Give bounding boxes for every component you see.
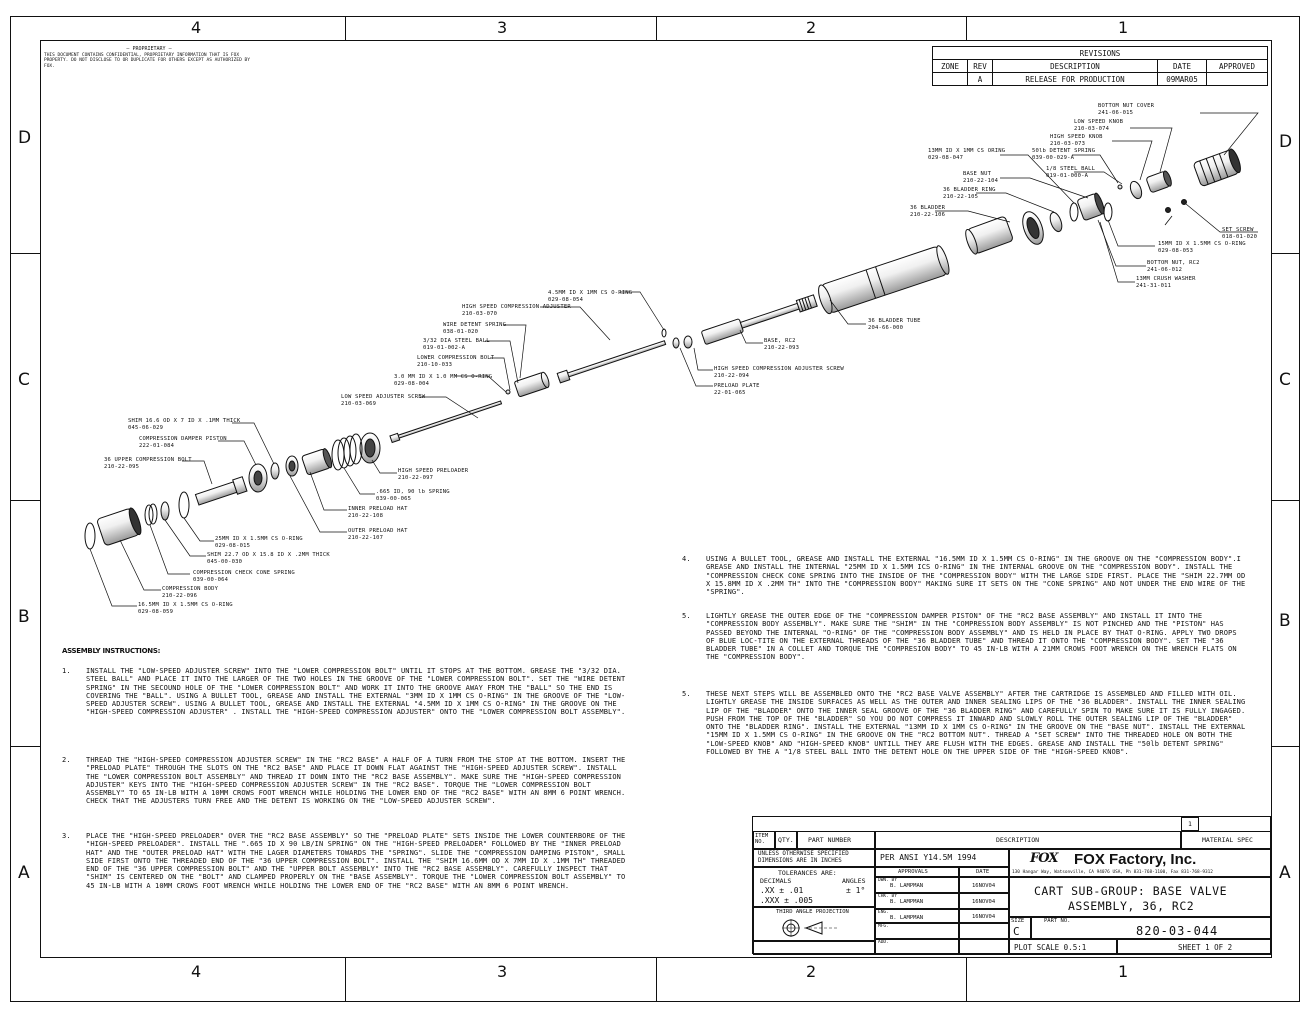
rev-header-date: DATE bbox=[1158, 60, 1207, 73]
rev-header-description: DESCRIPTION bbox=[993, 60, 1158, 73]
upper-comp-bolt-part bbox=[195, 477, 247, 507]
callout-oring-13mm: 13MM ID X 1MM CS ORING 029-08-047 bbox=[928, 148, 1006, 161]
bladder-part bbox=[963, 216, 1013, 255]
callout-base-nut: BASE NUT 210-22-104 bbox=[963, 171, 999, 184]
step-number: 5. bbox=[682, 612, 691, 620]
callout-detent-spring-50lb: 50lb DETENT SPRING 039-00-029-A bbox=[1032, 148, 1096, 161]
size-cell: SIZE C bbox=[1009, 917, 1031, 939]
oring-part bbox=[1104, 203, 1112, 221]
zone-row-label: B bbox=[18, 607, 30, 627]
oring-part bbox=[85, 523, 95, 549]
approval-row: MFG. bbox=[875, 923, 959, 939]
callout-high-speed-knob: HIGH SPEED KNOB 210-03-073 bbox=[1050, 134, 1103, 147]
callout-bottom-nut-rc2: BOTTOM NUT, RC2 241-06-012 bbox=[1147, 260, 1200, 273]
zone-row-label: B bbox=[1279, 611, 1291, 631]
oring-part bbox=[1070, 203, 1078, 221]
check-cone-spring-part bbox=[145, 504, 157, 525]
fox-logo: FOX bbox=[1030, 851, 1058, 866]
callout-outer-preload-hat: OUTER PRELOAD HAT 210-22-107 bbox=[348, 528, 408, 541]
rev-header-zone: ZONE bbox=[933, 60, 968, 73]
steel-ball-part bbox=[506, 390, 510, 394]
rev-letter: A bbox=[968, 73, 993, 86]
high-speed-knob-part bbox=[1128, 180, 1144, 200]
zone-row-label: C bbox=[18, 370, 30, 390]
sheet-cell: SHEET 1 OF 2 bbox=[1117, 939, 1272, 955]
low-speed-knob-part bbox=[1146, 170, 1173, 193]
item-header: ITEM NO. bbox=[753, 831, 775, 849]
callout-oring-25mm: 25MM ID X 1.5MM CS O-RING 029-08-015 bbox=[215, 536, 303, 549]
callout-oring-3mm: 3.0 MM ID X 1.0 MM CS O-RING 029-08-004 bbox=[394, 374, 493, 387]
step-text: INSTALL THE "LOW-SPEED ADJUSTER SCREW" INTO THE "LOWER COMPRESSION BOLT" UNTIL IT STOPS AT THE BOTTOM. GREASE THE "3/32 DIA. STEEL BALL" AND PLACE IT INTO THE LARGER OF THE TWO HOLES IN THE GROOVE OF THE "LOWER COMPRESSION BOLT". SET THE "WIRE DETENT SPRING" IN THE SECOUND HOLE OF THE "LOWER COMPRESSION BOLT" AND WORK IT INTO THE GROOVE AWAY FROM THE "BALL" SO THE END IS COVERING THE "BALL". USING A BULLET TOOL, GREASE AND INSTALL THE EXTERNAL "3MM ID X 1MM CS O-RING" IN THE GROOVE OF THE "LOW-SPEED ADJUSTER SCREW". USING A BULLET TOOL, GREASE AND INSTALL THE EXTERNAL "4.5MM ID X 1MM CS O-RING" IN THE GROOVE ON THE "HIGH-SPEED COMPRESSION ADJUSTER" . INSTALL THE "HIGH-SPEED COMPRESSION ADJUSTER" ONTO THE "LOWER COMPRESSION BOLT ASSEMBLY". bbox=[86, 667, 626, 717]
part-number: 820-03-044 bbox=[1136, 924, 1219, 938]
callout-lower-comp-bolt: LOWER COMPRESSION BOLT 210-10-033 bbox=[417, 355, 495, 368]
callout-steel-ball-1-8: 1/8 STEEL BALL 019-01-000-A bbox=[1046, 166, 1096, 179]
zone-col-label: 3 bbox=[497, 962, 508, 981]
description-header: DESCRIPTION bbox=[875, 831, 1181, 849]
base-nut-part bbox=[1077, 192, 1106, 221]
callout-comp-damper-piston: COMPRESSION DAMPER PISTON 222-01-084 bbox=[139, 436, 227, 449]
approvals-header: APPROVALS bbox=[875, 867, 959, 877]
oring-part bbox=[179, 492, 189, 518]
approval-date: 16NOV04 bbox=[959, 909, 1009, 923]
rev-header-approved: APPROVED bbox=[1207, 60, 1268, 73]
zone-col-label: 3 bbox=[497, 18, 508, 37]
assembly-step bbox=[682, 612, 1246, 662]
step-text: THREAD THE "HIGH-SPEED COMPRESSION ADJUSTER SCREW" IN THE "RC2 BASE" A HALF OF A TURN FROM THE STOP AT THE BOTTOM. INSERT THE "PRELOAD PLATE" THROUGH THE SLOTS ON THE "RC2 BASE" AND PLACE IT DOWN FLAT AGAINST THE "HIGH-SPEED ADJUSTER SCREW". INSTALL THE "LOWER COMPRESSION BOLT ASSEMBLY" AND THREAD IT DOWN INTO THE "RC2 BASE ASSEMBLY". MAKE SURE THE "HIGH-SPEED COMPRESSION ADJUSTER" KEYS INTO THE "HIGH-SPEED COMPRESSION ADJUSTER SCREW" IN THE "RC2 BASE". TORQUE THE "LOWER COMPRESSION BOLT ASSEMBLY" TO 65 IN-LB WITH A 10MM CROWS FOOT WRENCH WHILE HOLDING THE LOWER END OF THE "RC2 BASE" WITH AN 8MM 6 POINT WRENCH. CHECK THAT THE ADJUSTERS TURN FREE AND THE DETENT IS WORKING ON THE "LOW-SPEED ADJUSTER SCREW". bbox=[86, 756, 626, 806]
callout-crush-washer: 13MM CRUSH WASHER 241-31-011 bbox=[1136, 276, 1196, 289]
rev-date: 09MAR05 bbox=[1158, 73, 1207, 86]
revisions-title: REVISIONS bbox=[933, 47, 1268, 60]
hs-preloader-part bbox=[360, 433, 380, 463]
step-number: 1. bbox=[62, 667, 71, 675]
spring-part bbox=[332, 434, 362, 470]
assembly-step bbox=[62, 667, 626, 717]
rev-description: RELEASE FOR PRODUCTION bbox=[993, 73, 1158, 86]
plot-scale-cell: PLOT SCALE 0.5:1 bbox=[1009, 939, 1117, 955]
lower-comp-bolt-part bbox=[514, 371, 550, 397]
inner-preload-hat-part bbox=[301, 448, 333, 476]
third-angle-projection-icon bbox=[782, 917, 842, 939]
zone-col-label: 1 bbox=[1118, 18, 1129, 37]
callout-wire-detent-spring: WIRE DETENT SPRING 038-01-020 bbox=[443, 322, 507, 335]
approval-row: CHK. BY B. LAMPMAN bbox=[875, 893, 959, 909]
approval-date bbox=[959, 923, 1009, 939]
zone-row-label: C bbox=[1279, 370, 1291, 390]
drawing-title-cell bbox=[1009, 877, 1272, 917]
callout-hs-preloader: HIGH SPEED PRELOADER 210-22-097 bbox=[398, 468, 469, 481]
bottom-nut-cover-part bbox=[1193, 148, 1243, 187]
shim-part bbox=[161, 502, 169, 520]
step-number: 3. bbox=[62, 832, 71, 840]
dimensions-note: UNLESS OTHERWISE SPECIFIED DIMENSIONS ARE IN INCHES bbox=[753, 849, 875, 867]
assembly-step bbox=[682, 690, 1246, 757]
zone-row-label: A bbox=[1279, 863, 1291, 883]
step-text: LIGHTLY GREASE THE OUTER EDGE OF THE "COMPRESSION DAMPER PISTON" OF THE "RC2 BASE ASSEMBLY" AND INSTALL IT INTO THE "COMPRESSION BODY ASSEMBLY". MAKE SURE THE "SHIM" IN THE "COMPRESSION BODY ASSEMBLY" IS NOT PINCHED AND THE "PISTON" HAS PASSED BEYOND THE INTERNAL "O-RING" OF THE "COMPRESSION BODY ASSEMBLY" AND IS HELD IN PLACE BY THAT O-RING. APPLY TWO DROPS OF BLUE LOC-TITE ON THE EXTERNAL THREADS OF THE "36 BLADDER TUBE" AND THREAD IT ONTO THE "COMPRESSION BODY". SET THE "36 BLADDER TUBE" IN A COLLET AND TORQUE THE "COMPRESION BODY" TO 45 IN-LB WITH A 21MM CROWS FOOT WRENCH ON THE WRENCH FLATS ON THE "COMPRESSION BODY". bbox=[706, 612, 1237, 662]
bladder-tube-part bbox=[816, 245, 952, 316]
zone-col-label: 1 bbox=[1118, 962, 1129, 981]
comp-damper-piston-part bbox=[249, 464, 267, 492]
part-number-header: PART NUMBER bbox=[797, 831, 875, 849]
callout-low-speed-knob: LOW SPEED KNOB 210-03-074 bbox=[1074, 119, 1124, 132]
part-number-cell: PART NO. 820-03-044 bbox=[1031, 917, 1272, 939]
callout-comp-body: COMPRESSION BODY 210-22-096 bbox=[162, 586, 219, 599]
outer-preload-hat-part bbox=[286, 456, 298, 476]
callout-oring-4-5mm: 4.5MM ID X 1MM CS O-RING 029-08-054 bbox=[548, 290, 633, 303]
callout-hs-comp-adjuster-screw: HIGH SPEED COMPRESSION ADJUSTER SCREW 210-22-094 bbox=[714, 366, 844, 379]
zone-col-label: 4 bbox=[191, 18, 202, 37]
approval-date: 16NOV04 bbox=[959, 877, 1009, 893]
step-number: 2. bbox=[62, 756, 71, 764]
callout-hs-comp-adjuster: HIGH SPEED COMPRESSION ADJUSTER 210-03-070 bbox=[462, 304, 571, 317]
bladder-ring-part bbox=[1048, 211, 1064, 233]
zone-col-label: 2 bbox=[806, 18, 817, 37]
callout-set-screw: SET SCREW 018-01-020 bbox=[1222, 227, 1258, 240]
step-text: PLACE THE "HIGH-SPEED PRELOADER" OVER THE "RC2 BASE ASSEMBLY" SO THE "PRELOAD PLATE" SETS INSIDE THE LOWER COUNTERBORE OF THE "HIGH-SPEED PRELOADER". INSTALL THE ".665 ID X 90 LB/IN SPRING" ON THE "HIGH-SPEED PRELOADER" FOLLOWED BY THE "INNER PRELOAD HAT" AND THE "OUTER PRELOAD HAT" WITH THE LAGER DIAMETERS TOWARDS THE "SPRING". SLIDE THE "COMPRESSION DAMPING PISTON", SMALL SIDE FIRST ONTO THE THREADED END OF THE "36 UPPER COMPRESSION BOLT". INSTALL THE "SHIM 16.6MM OD X 7MM ID X .1MM TH" THREADED END OF THE "36 UPPER COMPRESSION BOLT" AND THE "UPPER BOLT ASSEMBLY" INTO THE "RC2 BASE ASSEMBLY". CAREFULLY INSPECT THAT "SHIM" IS CENTERED ON THE "BOLT" AND CLAMPED PROPERLY ON THE "BASE ASSEMBLY". TORQUE THE "LOWER COMPRESSION BOLT ASSEMBLY" TO 45 IN-LB WITH A 10MM CROWS FOOT WRENCH WHILE HOLDING THE LOWER END OF THE "RC2 BASE" WITH AN 8MM 6 POINT WRENCH. bbox=[86, 832, 626, 890]
company-cell bbox=[1009, 849, 1272, 877]
proprietary-text: THIS DOCUMENT CONTAINS CONFIDENTIAL, PROPRIETARY INFORMATION THAT IS FOX PROPERTY. DO NOT DISCLOSE TO OR DUPLICATE FOR OTHERS EXCEPT AS AUTHORIZED BY FOX. bbox=[44, 52, 250, 69]
hs-comp-adjuster-part bbox=[557, 338, 666, 383]
callout-steel-ball-3-32: 3/32 DIA STEEL BALL 019-01-002-A bbox=[423, 338, 490, 351]
oring-part bbox=[662, 329, 666, 337]
qty-header: QTY. bbox=[775, 831, 797, 849]
approval-row: ENG. B. LAMPMAN bbox=[875, 909, 959, 923]
callout-bottom-nut-cover: BOTTOM NUT COVER 241-06-015 bbox=[1098, 103, 1155, 116]
drawing-subtitle: ASSEMBLY, 36, RC2 bbox=[1068, 899, 1195, 913]
callout-shim-16-6: SHIM 16.6 OD X 7 ID X .1MM THICK 045-06-029 bbox=[128, 418, 241, 431]
approval-row: ADD. bbox=[875, 939, 959, 955]
callout-base-rc2: BASE, RC2 210-22-093 bbox=[764, 338, 800, 351]
set-screw-part bbox=[1166, 200, 1187, 213]
callout-ls-adjuster-screw: LOW SPEED ADJUSTER SCREW 210-03-069 bbox=[341, 394, 426, 407]
zone-row-label: A bbox=[18, 863, 30, 883]
callout-spring-665: .665 ID, 90 lb SPRING 039-00-065 bbox=[376, 489, 450, 502]
assembly-step bbox=[62, 832, 626, 890]
rev-header-rev: REV bbox=[968, 60, 993, 73]
approval-date bbox=[959, 939, 1009, 955]
callout-oring-16-5mm: 16.5MM ID X 1.5MM CS O-RING 029-08-059 bbox=[138, 602, 233, 615]
step-text: THESE NEXT STEPS WILL BE ASSEMBLED ONTO THE "RC2 BASE VALVE ASSEMBLY" AFTER THE CARTRIDGE IS ASSEMBLED AND FILLED WITH OIL. LIGHTLY GREASE THE INSIDE SURFACES AS WELL AS THE OUTER AND INNER SEALING LIPS OF THE "36 BLADDER". INSTALL THE INNER SEALING LIP OF THE "BLADDER" ONTO THE INNER SEAL GROOVE OF THE "36 BLADDER RING" AND CAREFULLY SPIN TO MAKE SURE IT IS FULLY INGAGED. PUSH FROM THE TOP OF THE "BLADDER" SO YOU DO NOT COMPRESS IT INWARD AND SLOWLY ROLL THE OUTER SEALING LIP OF THE "BLADDER" ONTO THE "BLADDER RING". INSTALL THE EXTERNAL "13MM ID X 1MM CS O-RING" IN THE GROOVE ON THE "BASE NUT". INSTALL THE EXTERNAL "15MM ID X 1.5MM CS O-RING" IN THE GROOVE ON THE "RC2 BOTTOM NUT". THREAD A "SET SCREW" INTO THE THREADED HOLE ON BOTH THE "LOW-SPEED KNOB" AND "HIGH-SPEED KNOB" UNTILL THEY ARE FLUSH WITH THE EDGES. GREASE AND INSTALL THE "50lb DETENT SPRING" FOLLOWED BY THE A "1/8 STEEL BALL INTO THE DETENT HOLE ON THE UPPER SIDE OF THE "HIGH-SPEED KNOB". bbox=[706, 690, 1246, 757]
callout-bladder-tube: 36 BLADDER TUBE 204-66-000 bbox=[868, 318, 921, 331]
shim-part bbox=[271, 463, 279, 479]
standard-cell: PER ANSI Y14.5M 1994 bbox=[875, 849, 1009, 867]
item-number-box: 1 bbox=[1181, 817, 1199, 831]
callout-shim-22-7: SHIM 22.7 OD X 15.8 ID X .2MM THICK 045-00-030 bbox=[207, 552, 330, 565]
base-rc2-part bbox=[701, 294, 817, 345]
assembly-step bbox=[62, 756, 626, 806]
callout-inner-preload-hat: INNER PRELOAD HAT 210-22-108 bbox=[348, 506, 408, 519]
steel-ball-part bbox=[1118, 185, 1122, 189]
blank-cell bbox=[753, 941, 875, 955]
approval-row: DWN. BY B. LAMPMAN bbox=[875, 877, 959, 893]
callout-oring-15mm: 15MM ID X 1.5MM CS O-RING 029-08-053 bbox=[1158, 241, 1246, 254]
title-block bbox=[752, 816, 1271, 954]
proprietary-title: — PROPRIETARY — bbox=[126, 46, 172, 52]
projection-cell: THIRD ANGLE PROJECTION bbox=[753, 907, 875, 941]
callout-check-cone-spring: COMPRESSION CHECK CONE SPRING 039-00-064 bbox=[193, 570, 295, 583]
bladder-ring-part bbox=[1019, 209, 1048, 247]
step-number: 4. bbox=[682, 555, 691, 563]
zone-col-label: 2 bbox=[806, 962, 817, 981]
zone-col-label: 4 bbox=[191, 962, 202, 981]
assembly-instructions-title: ASSEMBLY INSTRUCTIONS: bbox=[62, 647, 161, 655]
callout-bladder: 36 BLADDER 210-22-106 bbox=[910, 205, 946, 218]
company-address: 130 Hangar Way, Watsonville, CA 94076 USA, Ph 831-768-1100, Fax 831-768-9312 bbox=[1012, 870, 1213, 875]
approvals-date-header: DATE bbox=[959, 867, 1009, 877]
callout-preload-plate: PRELOAD PLATE 22-01-065 bbox=[714, 383, 760, 396]
assembly-step bbox=[682, 555, 1246, 597]
callout-upper-comp-bolt: 36 UPPER COMPRESSION BOLT 210-22-095 bbox=[104, 457, 192, 470]
step-number: 5. bbox=[682, 690, 691, 698]
zone-row-label: D bbox=[18, 128, 32, 148]
material-spec-header: MATERIAL SPEC bbox=[1181, 831, 1272, 849]
drawing-title: CART SUB-GROUP: BASE VALVE bbox=[1034, 884, 1228, 898]
preload-plate-part bbox=[673, 336, 692, 348]
step-text: USING A BULLET TOOL, GREASE AND INSTALL THE EXTERNAL "16.5MM ID X 1.5MM CS O-RING" IN THE GROOVE ON THE "COMPRESSION BODY".I GREASE AND INSTALL THE INTERNAL "25MM ID X 1.5MM ICS O-RING" IN THE INTERNAL GROOVE ON THE "COMPRESSION BODY". INSTALL THE "COMPRESSION CHECK CONE SPRING INTO THE INSIDE OF THE "COMPRESSION BODY" WITH THE LARGE SIDE FIRST. PLACE THE "SHIM 22.7MM OD X 15.8MM ID X .2MM TH" INTO THE "COMPRESSION BODY" MAKING SURE IT SETS ON THE "CONE SPRING" AND NOT UNDER THE END WIRE OF THE "SPRING". bbox=[706, 555, 1246, 597]
tolerances-cell: TOLERANCES ARE: DECIMALS ANGLES .XX ± .01 ± 1° .XXX ± .005 bbox=[753, 867, 875, 907]
approval-date: 16NOV04 bbox=[959, 893, 1009, 909]
callout-bladder-ring: 36 BLADDER RING 210-22-105 bbox=[943, 187, 996, 200]
zone-row-label: D bbox=[1279, 132, 1293, 152]
company-name: FOX Factory, Inc. bbox=[1074, 851, 1197, 868]
